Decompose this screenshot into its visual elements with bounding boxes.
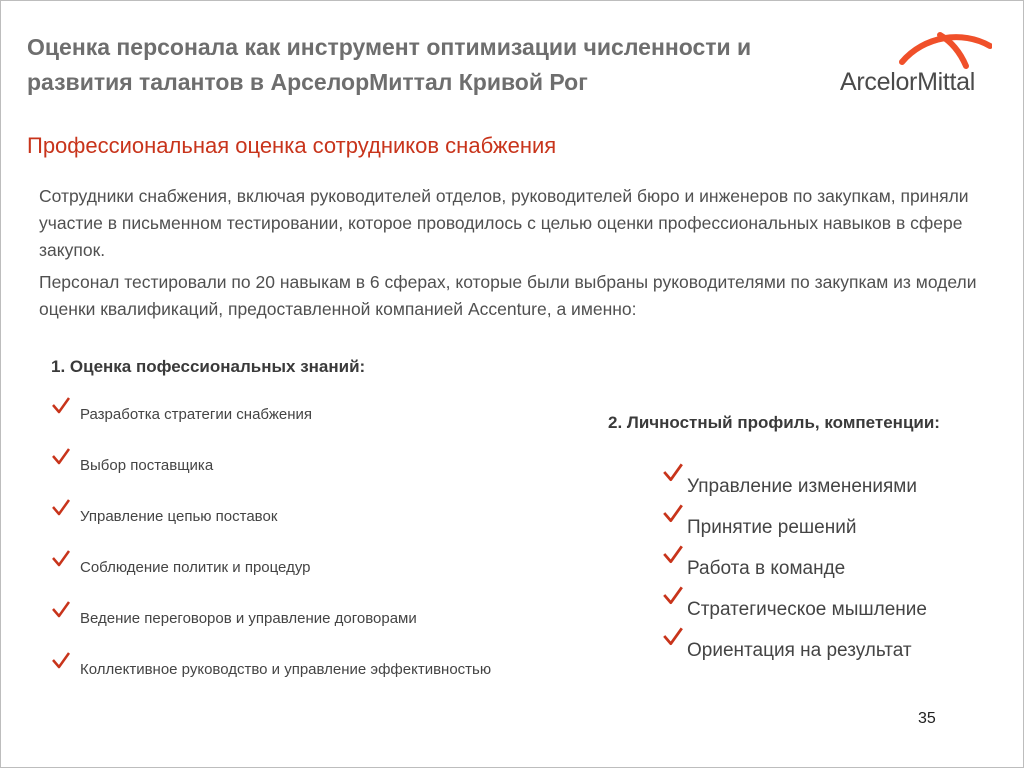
checkmark-icon [51,447,71,465]
section-heading: Профессиональная оценка сотрудников снабжения [27,133,557,158]
paragraph-2: Персонал тестировали по 20 навыкам в 6 сферах, которые были выбраны руководителями по закупкам из модели оценки квалификаций, предоставленной компанией Accenture, а именно: [39,272,977,319]
list-1-item: Ведение переговоров и управление договорами [80,610,417,627]
checkmark-icon [51,498,71,516]
checkmark-icon [51,600,71,618]
list-1-title: 1. Оценка пофессиональных знаний: [51,357,366,376]
checkmark-icon [51,549,71,567]
list-1-item: Соблюдение политик и процедур [80,559,311,576]
list-2-title: 2. Личностный профиль, компетенции: [608,413,940,432]
checkmark-icon [662,626,684,646]
checkmark-icon [662,503,684,523]
company-logo [832,22,992,98]
list-1-item: Коллективное руководство и управление эффективностью [80,661,492,678]
checkmark-icon [662,544,684,564]
list-1-item: Выбор поставщика [80,457,214,474]
page-number: 35 [918,710,936,727]
body-text [39,183,989,328]
checkmark-icon [51,651,71,669]
checkmark-icon [662,585,684,605]
logo-arc-icon [832,22,992,72]
list-2-item: Стратегическое мышление [687,599,927,620]
logo-text: ArcelorMittal [840,68,976,96]
checkmark-icon [51,396,71,414]
list-2-item: Ориентация на результат [687,640,912,661]
list-2-item: Управление изменениями [687,476,917,497]
paragraph-1: Сотрудники снабжения, включая руководителей отделов, руководителей бюро и инженеров по закупкам, приняли участие в письменном тестировании, которое проводилось с целью оценки профессиональных навыков в сфере закупок. [39,186,969,260]
list-2-item: Работа в команде [687,558,846,579]
list-1-item: Разработка стратегии снабжения [80,406,312,423]
checkmark-icon [662,462,684,482]
slide-title: Оценка персонала как инструмент оптимизации численности и развития талантов в АрселорМиттал Кривой Рог [27,34,752,95]
list-1-item: Управление цепью поставок [80,508,278,525]
list-2-item: Принятие решений [687,517,857,538]
